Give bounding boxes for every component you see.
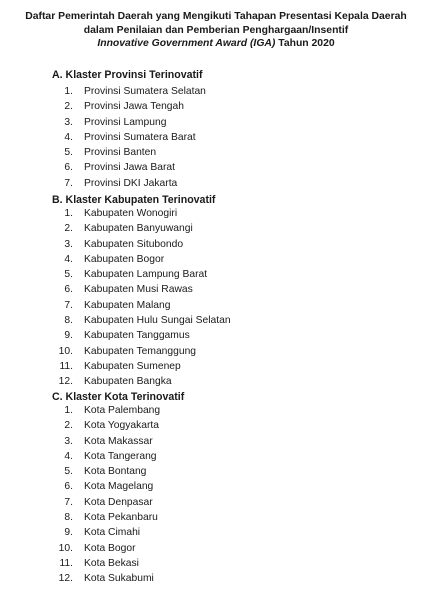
item-name: Kota Bontang	[84, 466, 147, 478]
item-number: 1.	[64, 208, 73, 219]
item-name: Kota Magelang	[84, 481, 154, 493]
list-item	[0, 99, 432, 114]
item-number: 2.	[64, 101, 73, 113]
item-name: Kabupaten Tanggamus	[84, 330, 190, 342]
item-name: Kabupaten Temanggung	[84, 345, 197, 357]
list-item	[0, 206, 432, 221]
list-item	[0, 160, 432, 175]
item-name: Kota Pekanbaru	[84, 512, 158, 524]
item-number: 4.	[64, 450, 73, 462]
item-number: 7.	[64, 496, 73, 508]
header-award-name: Innovative Government Award (IGA)	[97, 38, 276, 50]
list-item	[0, 282, 432, 297]
item-number: 7.	[64, 299, 73, 311]
list-item	[0, 130, 432, 145]
item-number: 3.	[64, 238, 73, 250]
item-number: 4.	[64, 253, 73, 265]
list-item	[0, 359, 432, 374]
item-name: Kota Bogor	[84, 542, 136, 554]
item-name: Kota Bekasi	[84, 557, 139, 569]
list-item	[0, 541, 432, 556]
list-item	[0, 221, 432, 236]
item-number: 6.	[64, 481, 73, 493]
item-number: 3.	[64, 116, 73, 128]
list-item	[0, 252, 432, 267]
item-name: Kabupaten Musi Rawas	[84, 284, 193, 296]
item-number: 12.	[58, 376, 73, 388]
list-item	[0, 556, 432, 571]
item-name: Kota Tangerang	[84, 450, 157, 462]
list-kabupaten	[0, 206, 432, 390]
list-item	[0, 464, 432, 479]
list-item	[0, 479, 432, 494]
list-item	[0, 525, 432, 540]
list-item	[0, 145, 432, 160]
item-name: Provinsi Jawa Barat	[84, 162, 175, 174]
list-item	[0, 176, 432, 191]
item-number: 6.	[64, 284, 73, 296]
item-number: 11.	[59, 360, 73, 372]
item-name: Kabupaten Sumenep	[84, 360, 181, 372]
document-header	[0, 10, 432, 51]
item-number: 5.	[64, 269, 73, 281]
list-item	[0, 298, 432, 313]
item-name: Kota Denpasar	[84, 496, 153, 508]
list-item	[0, 418, 432, 433]
item-number: 3.	[64, 435, 73, 447]
item-number: 8.	[64, 315, 73, 327]
list-item	[0, 434, 432, 449]
list-item	[0, 84, 432, 99]
item-number: 2.	[64, 420, 73, 432]
item-number: 5.	[64, 147, 73, 159]
section-title-provinsi: A. Klaster Provinsi Terinovatif	[52, 69, 203, 81]
list-item	[0, 510, 432, 525]
list-item	[0, 449, 432, 464]
item-number: 2.	[64, 223, 73, 235]
list-provinsi	[0, 84, 432, 191]
item-name: Provinsi Lampung	[84, 116, 167, 128]
item-number: 1.	[64, 86, 73, 97]
item-name: Provinsi Jawa Tengah	[84, 101, 184, 113]
item-number: 11.	[59, 557, 73, 569]
item-number: 7.	[64, 177, 73, 189]
item-name: Kota Makassar	[84, 435, 153, 447]
list-item	[0, 313, 432, 328]
item-name: Provinsi DKI Jakarta	[84, 177, 178, 189]
item-number: 4.	[64, 131, 73, 143]
list-kota	[0, 403, 432, 587]
list-item	[0, 571, 432, 586]
item-name: Kabupaten Lampung Barat	[84, 269, 208, 281]
item-number: 5.	[64, 466, 73, 478]
item-number: 1.	[64, 405, 73, 416]
item-name: Provinsi Sumatera Selatan	[84, 86, 206, 97]
list-item	[0, 237, 432, 252]
header-year: Tahun 2020	[275, 38, 335, 50]
list-item	[0, 328, 432, 343]
header-line-3	[0, 37, 432, 51]
item-name: Kabupaten Hulu Sungai Selatan	[84, 315, 231, 327]
item-name: Kabupaten Situbondo	[84, 238, 184, 250]
item-name: Provinsi Banten	[84, 147, 157, 159]
item-number: 9.	[64, 330, 73, 342]
list-item	[0, 115, 432, 130]
item-name: Kabupaten Wonogiri	[84, 208, 178, 219]
item-number: 12.	[58, 573, 73, 585]
item-name: Kabupaten Banyuwangi	[84, 223, 193, 235]
item-name: Provinsi Sumatera Barat	[84, 131, 196, 143]
header-line-2: dalam Penilaian dan Pemberian Penghargaan/Insentif	[83, 24, 349, 36]
item-name: Kota Palembang	[84, 405, 161, 416]
item-name: Kota Cimahi	[84, 527, 141, 539]
item-number: 6.	[64, 162, 73, 174]
item-name: Kota Yogyakarta	[84, 420, 159, 432]
item-name: Kabupaten Bogor	[84, 253, 165, 265]
list-item	[0, 267, 432, 282]
item-number: 10.	[58, 345, 73, 357]
item-name: Kota Sukabumi	[84, 573, 154, 585]
item-name: Kabupaten Malang	[84, 299, 171, 311]
list-item	[0, 495, 432, 510]
list-item	[0, 374, 432, 389]
item-number: 8.	[64, 512, 73, 524]
section-title-kabupaten: B. Klaster Kabupaten Terinovatif	[52, 194, 216, 206]
section-title-kota: C. Klaster Kota Terinovatif	[52, 391, 185, 403]
list-item	[0, 344, 432, 359]
item-number: 10.	[58, 542, 73, 554]
item-number: 9.	[64, 527, 73, 539]
list-item	[0, 403, 432, 418]
item-name: Kabupaten Bangka	[84, 376, 172, 388]
header-line-1: Daftar Pemerintah Daerah yang Mengikuti Tahapan Presentasi Kepala Daerah	[25, 11, 407, 22]
